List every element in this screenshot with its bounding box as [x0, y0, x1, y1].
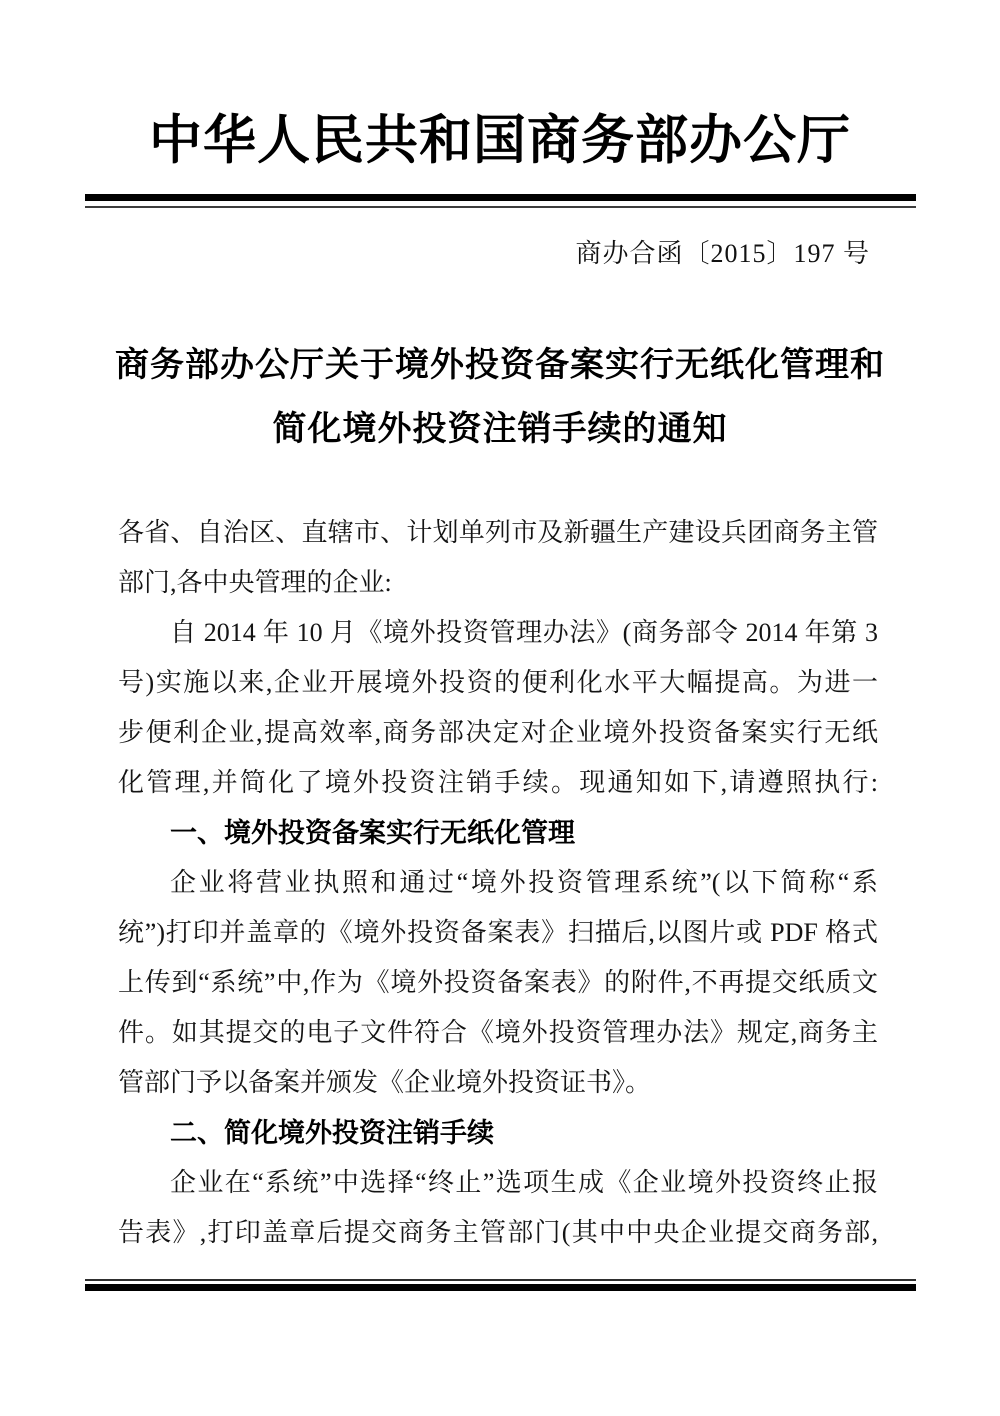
- body-line: 企业将营业执照和通过“境外投资管理系统”(以下简称“系: [170, 868, 878, 897]
- body-line: 统”)打印并盖章的《境外投资备案表》扫描后,以图片或 PDF 格式: [118, 918, 878, 947]
- body-line: 化管理,并简化了境外投资注销手续。现通知如下,请遵照执行:: [118, 768, 878, 797]
- body-line: 各省、自治区、直辖市、计划单列市及新疆生产建设兵团商务主管: [118, 518, 878, 547]
- footer-divider-thick: [85, 1284, 916, 1291]
- footer-divider-thin: [85, 1279, 916, 1281]
- body-line: 自 2014 年 10 月《境外投资管理办法》(商务部令 2014 年第 3: [170, 618, 878, 647]
- notice-title: [0, 334, 1000, 462]
- body-line: 管部门予以备案并颁发《企业境外投资证书》。: [118, 1068, 652, 1097]
- notice-title-line-1: 商务部办公厅关于境外投资备案实行无纸化管理和: [115, 347, 885, 384]
- body-line: 件。如其提交的电子文件符合《境外投资管理办法》规定,商务主: [118, 1018, 878, 1047]
- issuing-agency-header: 中华人民共和国商务部办公厅: [149, 112, 851, 170]
- body-line: 告表》,打印盖章后提交商务主管部门(其中中央企业提交商务部,: [118, 1218, 878, 1247]
- body-line: 步便利企业,提高效率,商务部决定对企业境外投资备案实行无纸: [118, 718, 878, 747]
- section-heading: 二、简化境外投资注销手续: [170, 1118, 494, 1148]
- notice-title-line-2: 简化境外投资注销手续的通知: [272, 411, 728, 448]
- body-line: 部门,各中央管理的企业:: [118, 568, 392, 597]
- document-number: 商办合函〔2015〕197 号: [575, 239, 870, 268]
- section-heading: 一、境外投资备案实行无纸化管理: [170, 818, 575, 848]
- header-divider-thick: [85, 194, 916, 201]
- header-divider-thin: [85, 206, 916, 208]
- body-line: 号)实施以来,企业开展境外投资的便利化水平大幅提高。为进一: [118, 668, 878, 697]
- body-line: 上传到“系统”中,作为《境外投资备案表》的附件,不再提交纸质文: [118, 968, 878, 997]
- document-body: [118, 508, 878, 1258]
- body-line: 企业在“系统”中选择“终止”选项生成《企业境外投资终止报: [170, 1168, 878, 1197]
